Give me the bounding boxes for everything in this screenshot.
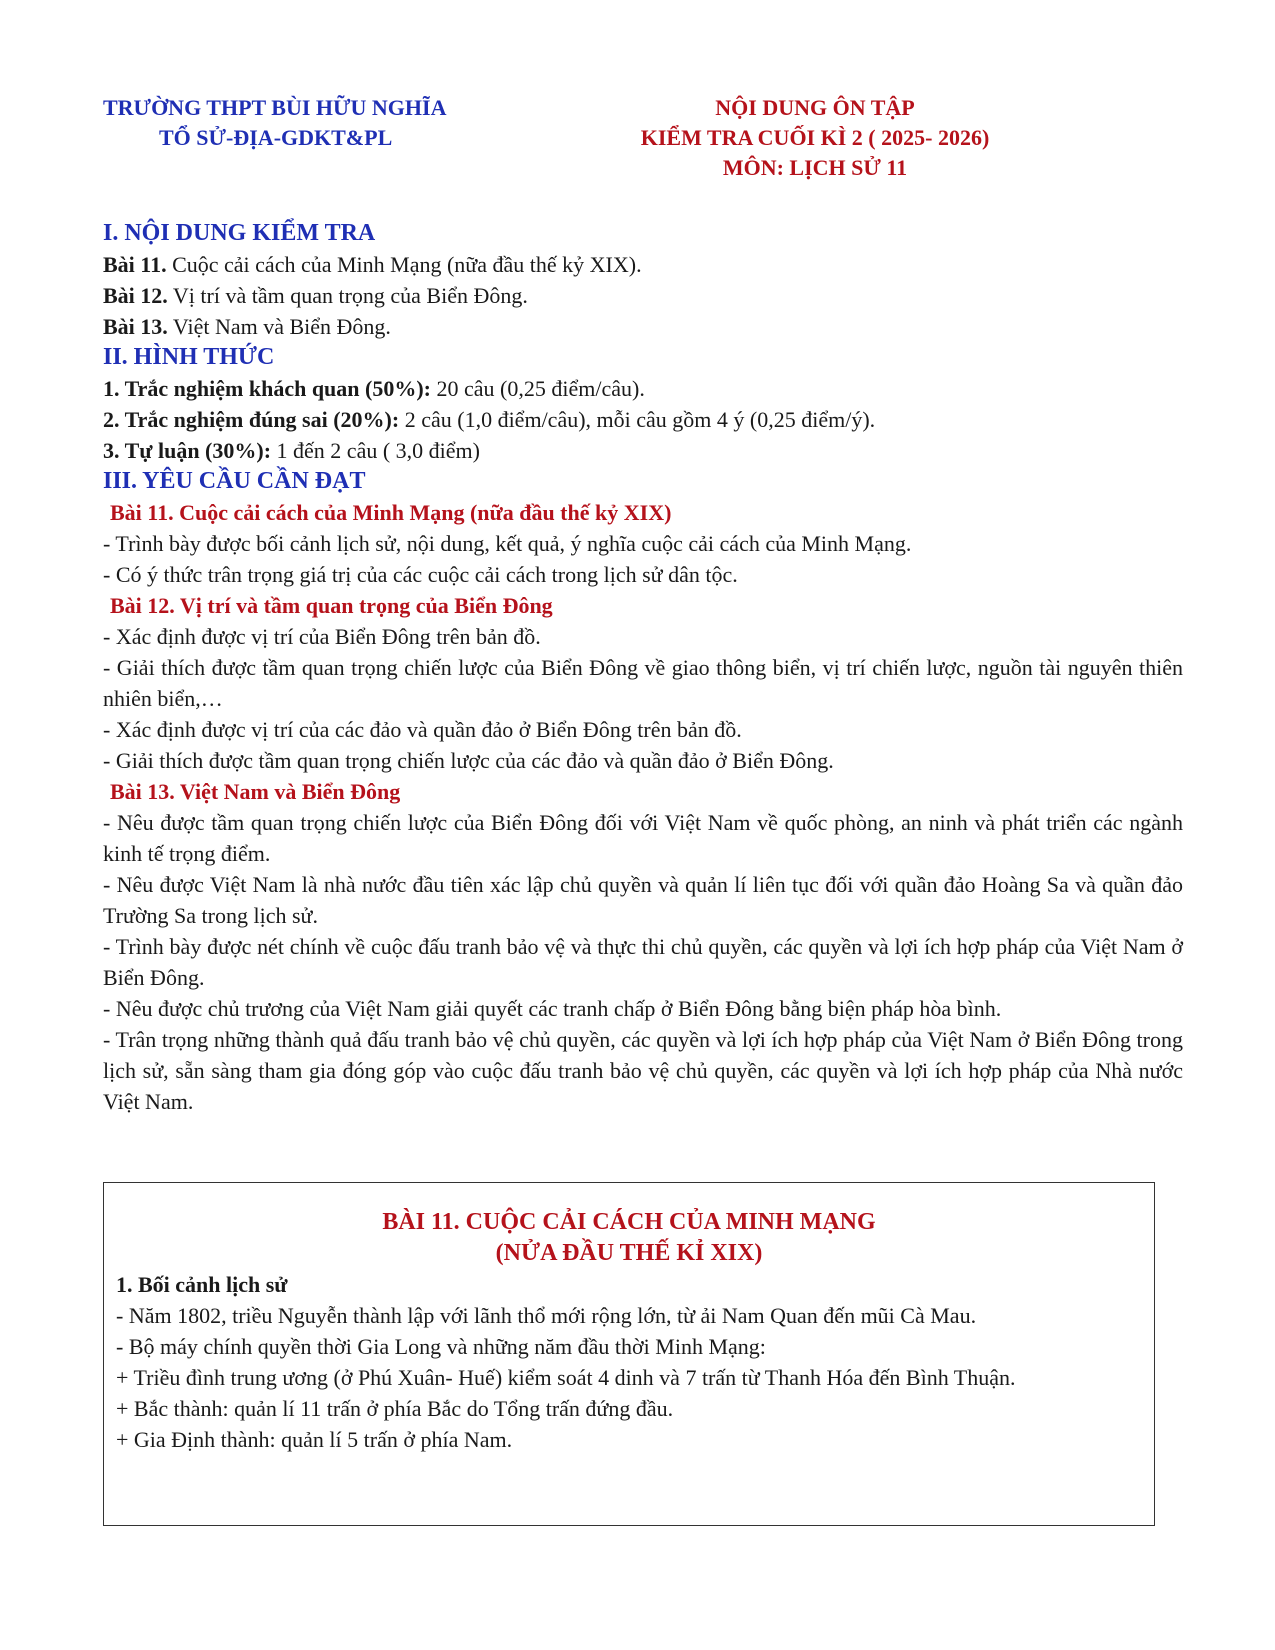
lesson-11-heading: Bài 11. Cuộc cải cách của Minh Mạng (nữa đầu thế kỷ XIX) — [110, 500, 672, 525]
lesson-12-heading: Bài 12. Vị trí và tầm quan trọng của Biển Đông — [110, 593, 553, 618]
list-item: - Xác định được vị trí của các đảo và quần đảo ở Biển Đông trên bản đồ. — [103, 717, 742, 742]
box-title-line-1: BÀI 11. CUỘC CẢI CÁCH CỦA MINH MẠNG — [382, 1209, 876, 1235]
section-heading-2: II. HÌNH THỨC — [103, 344, 275, 370]
lesson-11-box — [103, 1182, 1155, 1526]
title-line-1: NỘI DUNG ÔN TẬP — [715, 95, 915, 120]
list-item: - Nêu được Việt Nam là nhà nước đầu tiên xác lập chủ quyền và quản lí liên tục đối với quần đảo Hoàng Sa và quần đảo Trường Sa trong lịch sử. — [103, 872, 1183, 928]
title-line-2: KIỂM TRA CUỐI KÌ 2 ( 2025- 2026) — [640, 125, 990, 150]
school-header — [103, 93, 543, 153]
list-item: 2. Trắc nghiệm đúng sai (20%): 2 câu (1,0 điểm/câu), mỗi câu gồm 4 ý (0,25 điểm/ý). — [103, 407, 876, 432]
school-name: TRƯỜNG THPT BÙI HỮU NGHĨA — [103, 95, 447, 120]
list-item: 3. Tự luận (30%): 1 đến 2 câu ( 3,0 điểm) — [103, 438, 480, 463]
list-item: - Giải thích được tầm quan trọng chiến lược của các đảo và quần đảo ở Biển Đông. — [103, 748, 834, 773]
list-item: - Xác định được vị trí của Biển Đông trên bản đồ. — [103, 624, 541, 649]
list-item: Bài 11. Cuộc cải cách của Minh Mạng (nữa đầu thế kỷ XIX). — [103, 252, 642, 277]
list-item: - Năm 1802, triều Nguyễn thành lập với lãnh thổ mới rộng lớn, từ ải Nam Quan đến mũi Cà Mau. — [116, 1303, 977, 1328]
list-item: - Trình bày được nét chính về cuộc đấu tranh bảo vệ và thực thi chủ quyền, các quyền và lợi ích hợp pháp của Việt Nam ở Biển Đông. — [103, 934, 1183, 990]
title-line-3: MÔN: LỊCH SỬ 11 — [722, 155, 908, 180]
list-item: + Bắc thành: quản lí 11 trấn ở phía Bắc do Tổng trấn đứng đầu. — [116, 1396, 674, 1421]
list-item: + Gia Định thành: quản lí 5 trấn ở phía Nam. — [116, 1427, 513, 1452]
list-item: - Nêu được tầm quan trọng chiến lược của Biển Đông đối với Việt Nam về quốc phòng, an ninh và phát triển các ngành kinh tế trọng điểm. — [103, 810, 1183, 866]
list-item: + Triều đình trung ương (ở Phú Xuân- Huế) kiểm soát 4 dinh và 7 trấn từ Thanh Hóa đến Bình Thuận. — [116, 1365, 1016, 1390]
list-item: - Giải thích được tầm quan trọng chiến lược của Biển Đông về giao thông biển, vị trí chiến lược, nguồn tài nguyên thiên nhiên biển,… — [103, 655, 1183, 711]
box-subheading: 1. Bối cảnh lịch sử — [116, 1272, 288, 1297]
list-item: - Nêu được chủ trương của Việt Nam giải quyết các tranh chấp ở Biển Đông bằng biện pháp hòa bình. — [103, 996, 1002, 1021]
list-item: - Bộ máy chính quyền thời Gia Long và những năm đầu thời Minh Mạng: — [116, 1334, 766, 1359]
main-content — [103, 218, 1183, 1117]
list-item: - Trình bày được bối cảnh lịch sử, nội dung, kết quả, ý nghĩa cuộc cải cách của Minh Mạng. — [103, 531, 912, 556]
section-heading-3: III. YÊU CẦU CẦN ĐẠT — [103, 468, 366, 494]
department-name: TỔ SỬ-ĐỊA-GDKT&PL — [159, 125, 393, 150]
list-item: Bài 12. Vị trí và tầm quan trọng của Biển Đông. — [103, 283, 528, 308]
lesson-13-heading: Bài 13. Việt Nam và Biển Đông — [110, 779, 401, 804]
list-item: - Có ý thức trân trọng giá trị của các cuộc cải cách trong lịch sử dân tộc. — [103, 562, 738, 587]
list-item: Bài 13. Việt Nam và Biển Đông. — [103, 314, 391, 339]
box-title-line-2: (NỬA ĐẦU THẾ KỈ XIX) — [495, 1240, 763, 1266]
section-heading-1: I. NỘI DUNG KIỂM TRA — [103, 220, 376, 246]
list-item: 1. Trắc nghiệm khách quan (50%): 20 câu (0,25 điểm/câu). — [103, 376, 645, 401]
list-item: - Trân trọng những thành quả đấu tranh bảo vệ chủ quyền, các quyền và lợi ích hợp pháp của Việt Nam ở Biển Đông trong lịch sử, sẵn sàng tham gia đóng góp vào cuộc đấu tranh bảo vệ chủ quyền, các quyền và lợi ích hợp pháp của Nhà nước Việt Nam. — [103, 1027, 1183, 1114]
document-title — [585, 93, 1045, 183]
